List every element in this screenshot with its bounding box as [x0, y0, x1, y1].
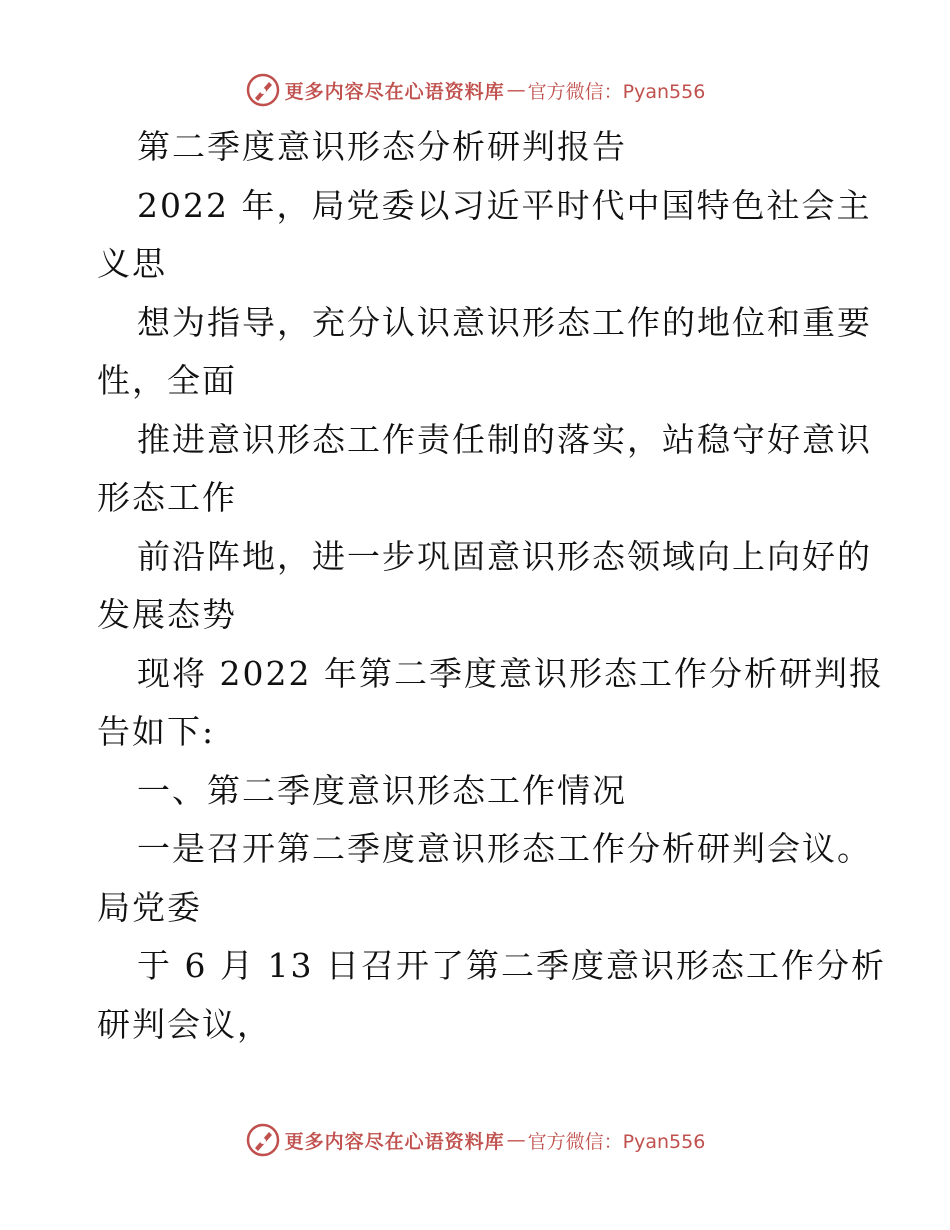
text-line: 义思: [97, 244, 167, 283]
text-line: 性，全面: [97, 361, 237, 400]
watermark-wechat-text: 官方微信：Pyan556: [527, 80, 706, 103]
text-line: 告如下:: [97, 712, 216, 751]
text-line: 于 6 月 13 日召开了第二季度意识形态工作分析: [137, 946, 886, 985]
text-line: 想为指导，充分认识意识形态工作的地位和重要: [137, 302, 872, 342]
text-line: 2022 年，局党委以习近平时代中国特色社会主: [137, 185, 872, 225]
watermark-separator: —: [506, 79, 526, 101]
header-watermark: [0, 70, 950, 110]
watermark-site-text: 更多内容尽在心语资料库: [284, 80, 505, 103]
text-line: 现将 2022 年第二季度意识形态工作分析研判报: [137, 653, 884, 693]
text-line: 第二季度意识形态分析研判报告: [137, 127, 627, 166]
footer-watermark: [0, 1120, 950, 1160]
text-line: 前沿阵地，进一步巩固意识形态领域向上向好的: [137, 536, 872, 576]
watermark-site-text: 更多内容尽在心语资料库: [284, 1130, 505, 1153]
pen-logo-icon: [245, 72, 281, 108]
text-line: 推进意识形态工作责任制的落实，站稳守好意识: [137, 419, 872, 459]
watermark-separator: —: [506, 1129, 526, 1151]
pen-logo-icon: [245, 1122, 281, 1158]
text-line: 研判会议，: [97, 1004, 272, 1044]
text-line: 局党委: [97, 887, 202, 927]
watermark-wechat-text: 官方微信：Pyan556: [527, 1130, 706, 1153]
text-line: 一是召开第二季度意识形态工作分析研判会议。: [137, 829, 872, 868]
text-line: 发展态势: [97, 595, 237, 634]
text-line: 形态工作: [97, 478, 237, 517]
text-line: 一、第二季度意识形态工作情况: [137, 770, 627, 810]
document-body: [97, 118, 886, 1054]
